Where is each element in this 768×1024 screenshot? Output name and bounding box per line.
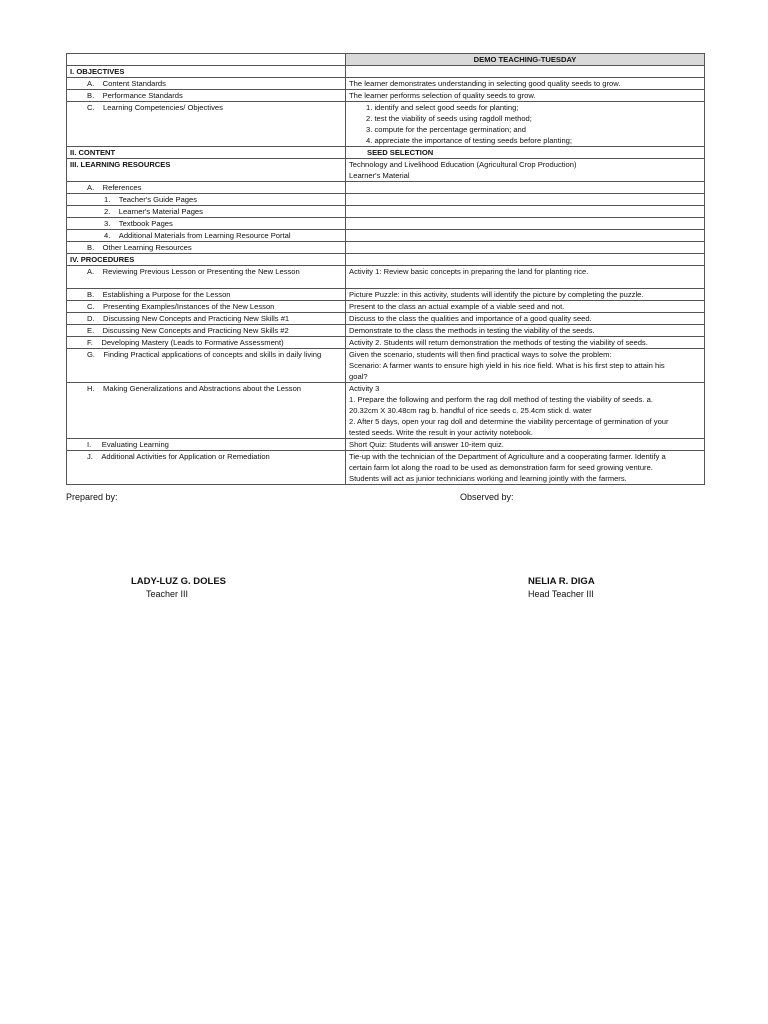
reference-blank-cell [346,194,705,206]
procedure-line: Activity 2. Students will return demonstration the methods of testing the viability of seeds. [349,338,648,347]
procedure-line: 20.32cm X 30.48cm rag b. handful of rice seeds c. 25.4cm stick d. water [349,406,592,415]
competency-item: 2. test the viability of seeds using ragdoll method; [366,114,532,123]
objectives-blank-cell [346,66,705,78]
procedure-value [346,289,705,301]
procedures-heading-row [67,254,705,266]
reference-label: 4. Additional Materials from Learning Resource Portal [67,230,346,242]
procedures-title: IV. PROCEDURES [67,254,346,266]
procedure-line: goal? [349,372,368,381]
reference-blank-cell [346,206,705,218]
procedure-line: Discuss to the class the qualities and importance of a good quality seed. [349,314,592,323]
objectives-title: I. OBJECTIVES [67,66,346,78]
learning-resources-line: Technology and Livelihood Education (Agricultural Crop Production) [349,160,577,169]
procedure-row [67,325,705,337]
competency-item: 1. identify and select good seeds for planting; [366,103,519,112]
procedure-row [67,349,705,383]
content-standards-row [67,78,705,90]
procedure-label: A. Reviewing Previous Lesson or Presenting the New Lesson [67,266,346,289]
procedure-row [67,289,705,301]
preparer-position: Teacher III [146,589,189,599]
observed-by-label: Observed by: [460,492,514,502]
reference-blank-cell [346,230,705,242]
procedure-line: Activity 3 [349,384,380,393]
procedure-row [67,383,705,439]
procedure-line: Picture Puzzle: in this activity, students will identify the picture by completing the puzzle. [349,290,644,299]
prepared-by-label: Prepared by: [66,492,118,502]
procedure-line: Present to the class an actual example of a viable seed and not. [349,302,565,311]
procedure-line: Demonstrate to the class the methods in testing the viability of the seeds. [349,326,595,335]
learning-resources-line: Learner's Material [349,171,410,180]
preparer-name: LADY-LUZ G. DOLES [131,576,226,587]
procedure-line: Tie-up with the technician of the Department of Agriculture and a cooperating farmer. Identify a [349,452,666,461]
procedure-value [346,301,705,313]
reference-row [67,206,705,218]
references-blank-cell [346,182,705,194]
procedure-value [346,266,705,289]
observer-name: NELIA R. DIGA [528,576,595,587]
other-resources-blank-cell [346,242,705,254]
header-blank-cell [67,54,346,66]
performance-standards-row [67,90,705,102]
content-standards-value: The learner demonstrates understanding in selecting good quality seeds to grow. [346,78,705,90]
objectives-heading-row [67,66,705,78]
procedure-label: B. Establishing a Purpose for the Lesson [67,289,346,301]
competencies-row [67,102,705,147]
reference-label: 2. Learner's Material Pages [67,206,346,218]
procedure-line: 2. After 5 days, open your rag doll and determine the viability percentage of germination of your [349,417,669,426]
procedure-row [67,451,705,485]
competency-item: 3. compute for the percentage germination; and [366,125,526,134]
learning-resources-value [346,159,705,182]
learning-resources-row [67,159,705,182]
procedure-label: I. Evaluating Learning [67,439,346,451]
procedure-value [346,439,705,451]
observer-position: Head Teacher III [528,589,594,599]
content-value: SEED SELECTION [367,148,434,157]
learning-resources-title: III. LEARNING RESOURCES [67,159,346,182]
content-value-cell [346,147,705,159]
procedures-blank-cell [346,254,705,266]
content-standards-label: A. Content Standards [67,78,346,90]
procedure-label: E. Discussing New Concepts and Practicing New Skills #2 [67,325,346,337]
procedure-line: Scenario: A farmer wants to ensure high yield in his rice field. What is his first step to attain his [349,361,665,370]
procedure-value [346,451,705,485]
procedure-line: Students will act as junior technicians working and learning jointly with the farmers. [349,474,627,483]
reference-blank-cell [346,218,705,230]
procedure-line: Given the scenario, students will then find practical ways to solve the problem: [349,350,612,359]
procedure-value [346,349,705,383]
procedure-row [67,439,705,451]
procedure-row [67,266,705,289]
reference-row [67,194,705,206]
performance-standards-label: B. Performance Standards [67,90,346,102]
procedure-line: tested seeds. Write the result in your activity notebook. [349,428,533,437]
daily-lesson-log-table [66,53,705,485]
performance-standards-value: The learner performs selection of quality seeds to grow. [346,90,705,102]
procedure-row [67,301,705,313]
references-row [67,182,705,194]
competencies-value [346,102,705,147]
reference-row [67,218,705,230]
procedure-label: F. Developing Mastery (Leads to Formative Assessment) [67,337,346,349]
procedure-row [67,313,705,325]
procedure-label: H. Making Generalizations and Abstractions about the Lesson [67,383,346,439]
header-title: DEMO TEACHING-TUESDAY [346,54,705,66]
competency-item: 4. appreciate the importance of testing seeds before planting; [366,136,573,145]
procedure-row [67,337,705,349]
procedure-line: Activity 1: Review basic concepts in preparing the land for planting rice. [349,267,589,276]
procedure-label: C. Presenting Examples/Instances of the New Lesson [67,301,346,313]
content-row [67,147,705,159]
procedure-label: J. Additional Activities for Application or Remediation [67,451,346,485]
other-resources-row [67,242,705,254]
procedure-label: G. Finding Practical applications of concepts and skills in daily living [67,349,346,383]
procedure-line: certain farm lot along the road to be used as demonstration farm for seed growing venture. [349,463,653,472]
competencies-label: C. Learning Competencies/ Objectives [67,102,346,147]
procedure-line: 1. Prepare the following and perform the rag doll method of testing the viability of seeds. a. [349,395,653,404]
lesson-plan-sheet [66,53,704,485]
procedure-label: D. Discussing New Concepts and Practicing New Skills #1 [67,313,346,325]
other-resources-label: B. Other Learning Resources [67,242,346,254]
procedure-value [346,337,705,349]
content-title: II. CONTENT [67,147,346,159]
reference-row [67,230,705,242]
table-header-row [67,54,705,66]
reference-label: 3. Textbook Pages [67,218,346,230]
references-label: A. References [67,182,346,194]
procedure-value [346,325,705,337]
procedure-value [346,383,705,439]
procedure-line: Short Quiz: Students will answer 10-item quiz. [349,440,504,449]
procedure-value [346,313,705,325]
reference-label: 1. Teacher's Guide Pages [67,194,346,206]
